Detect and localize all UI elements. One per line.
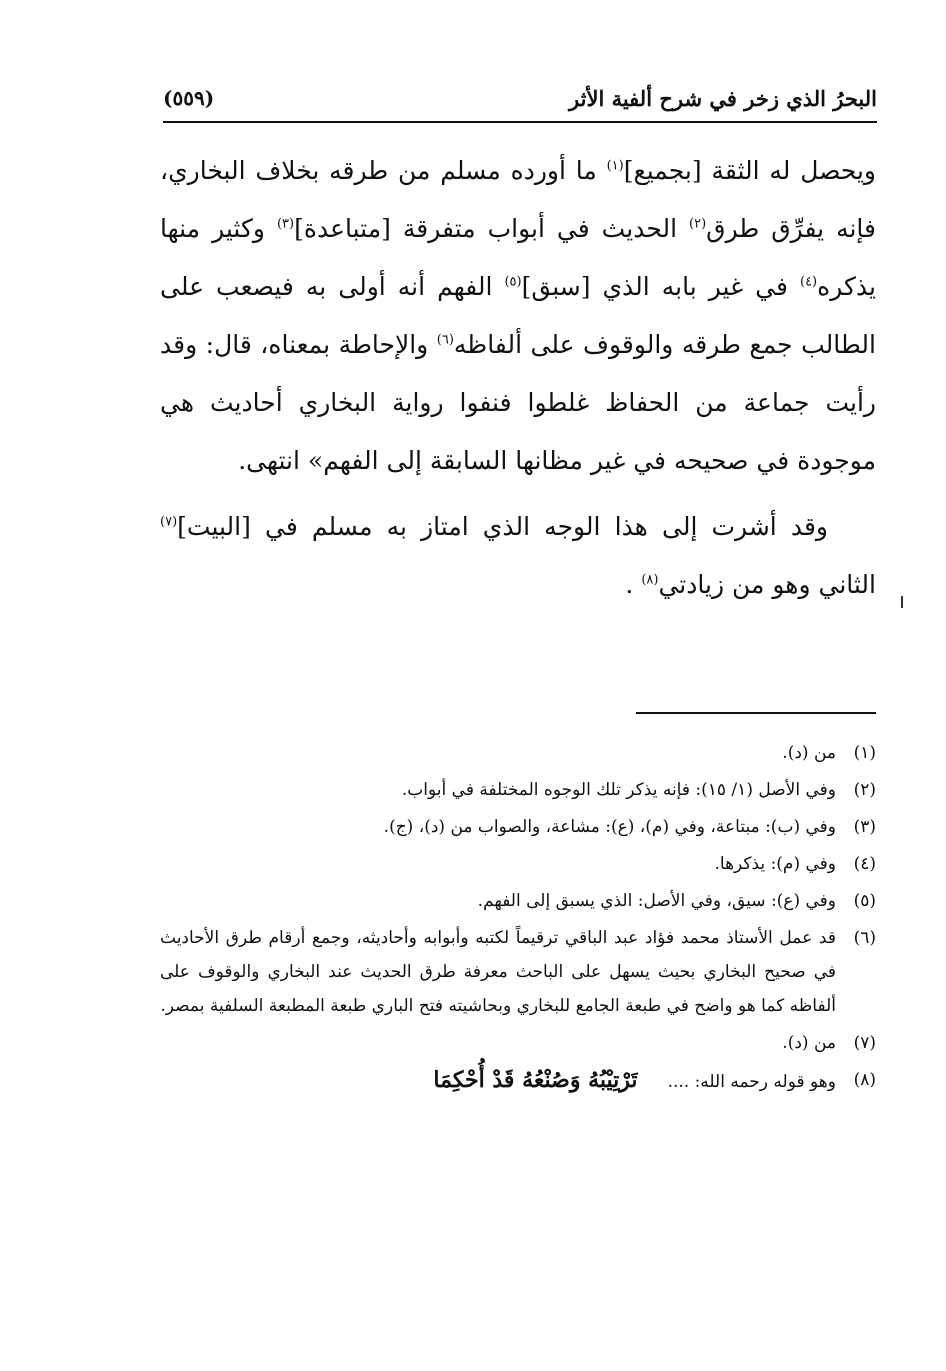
text-run: في غير بابه الذي xyxy=(590,272,800,301)
bracketed-word: [متباعدة] xyxy=(294,214,391,243)
footnote-text-with-verse xyxy=(160,1063,836,1099)
bracketed-word: [سبق] xyxy=(521,272,591,301)
text-run: الثاني وهو من زيادتي xyxy=(658,570,876,599)
footnote-item xyxy=(160,773,876,807)
text-run: . xyxy=(625,570,642,599)
footnote-ref: (٦) xyxy=(436,332,454,348)
footnote-text: من (د). xyxy=(782,743,836,763)
text-run: الحديث في أبواب متفرقة xyxy=(390,214,690,243)
footnote-separator xyxy=(636,712,876,714)
margin-mark xyxy=(901,596,903,608)
footnote-number: (٧) xyxy=(853,1033,876,1053)
footnote-text: وفي الأصل (١/ ١٥): فإنه يذكر تلك الوجوه المختلفة في أبواب. xyxy=(401,780,836,800)
footnote-item xyxy=(160,736,876,770)
footnote-number: (٨) xyxy=(853,1070,876,1090)
page-number: (٥٥٩) xyxy=(163,86,215,110)
footnote-text: وهو قوله رحمه الله: .... xyxy=(667,1072,836,1092)
footnote-item xyxy=(160,810,876,844)
footnote-text: من (د). xyxy=(782,1033,836,1053)
footnote-ref: (٥) xyxy=(504,274,522,290)
footnote-text: وفي (ع): سيق، وفي الأصل: الذي يسبق إلى الفهم. xyxy=(477,891,836,911)
footnote-text: وفي (ب): مبتاعة، وفي (م)، (ع): مشاعة، والصواب من (د)، (ج). xyxy=(383,817,836,837)
running-title: البحرُ الذي زخر في شرح ألفية الأثر xyxy=(569,85,877,111)
text-run: وقد أشرت إلى هذا الوجه الذي امتاز به مسلم في xyxy=(250,512,828,541)
footnote-ref: (٤) xyxy=(799,274,818,290)
footnote-item xyxy=(160,884,876,918)
footnote-ref: (٧) xyxy=(160,514,178,530)
footnote-ref: (٣) xyxy=(276,216,295,232)
footnote-ref: (١) xyxy=(606,158,624,174)
footnote-number: (٥) xyxy=(853,891,876,911)
text-run: وكثير منها يذكره xyxy=(160,214,876,301)
text-run: ويحصل له الثقة xyxy=(701,156,876,185)
text-run: الفهم أنه أولى به فيصعب على الطالب جمع طرقه والوقوف على ألفاظه xyxy=(160,272,876,359)
footnote-number: (٢) xyxy=(853,780,876,800)
bracketed-word: [البيت] xyxy=(177,512,251,541)
paragraph-2 xyxy=(160,498,876,614)
main-text xyxy=(160,142,876,614)
bracketed-word: [بجميع] xyxy=(623,156,702,185)
footnote-number: (٦) xyxy=(853,928,876,948)
text-run: ما أورده مسلم من طرقه بخلاف البخاري، فإنه يفرِّق طرق xyxy=(160,156,876,243)
footnote-number: (٤) xyxy=(853,854,876,874)
footnote-number: (٣) xyxy=(853,817,876,837)
header-rule xyxy=(163,121,877,123)
footnote-text: قد عمل الأستاذ محمد فؤاد عبد الباقي ترقيماً لكتبه وأبوابه وأحاديثه، وجمع أرقام طرق الأحاديث في صحيح البخاري بحيث يسهل على الباحث معرفة طرق الحديث عند البخاري والوقوف على ألفاظه كما هو واضح في طبعة الجامع للبخاري وبحاشيته فتح الباري طبعة المطبعة السلفية بمصر. xyxy=(160,928,836,1016)
text-run: والإحاطة بمعناه، قال: وقد رأيت جماعة من الحفاظ غلطوا فنفوا رواية البخاري أحاديث هي موجودة في صحيحه في غير مظانها السابقة إلى الفهم» انتهى. xyxy=(160,330,876,475)
footnote-item xyxy=(160,921,876,1023)
verse-quote: تَرْتِيْبُهُ وَصُنْعُهُ قَدْ أُحْكِمَا xyxy=(433,1067,638,1093)
footnotes xyxy=(160,736,876,1102)
footnote-text: وفي (م): يذكرها. xyxy=(714,854,836,874)
page-header xyxy=(163,78,877,118)
footnote-item xyxy=(160,1026,876,1060)
footnote-ref: (٨) xyxy=(641,572,659,588)
paragraph-1 xyxy=(160,142,876,490)
footnote-item xyxy=(160,847,876,881)
footnote-number: (١) xyxy=(853,743,876,763)
footnote-ref: (٢) xyxy=(689,216,707,232)
footnote-item xyxy=(160,1063,876,1099)
